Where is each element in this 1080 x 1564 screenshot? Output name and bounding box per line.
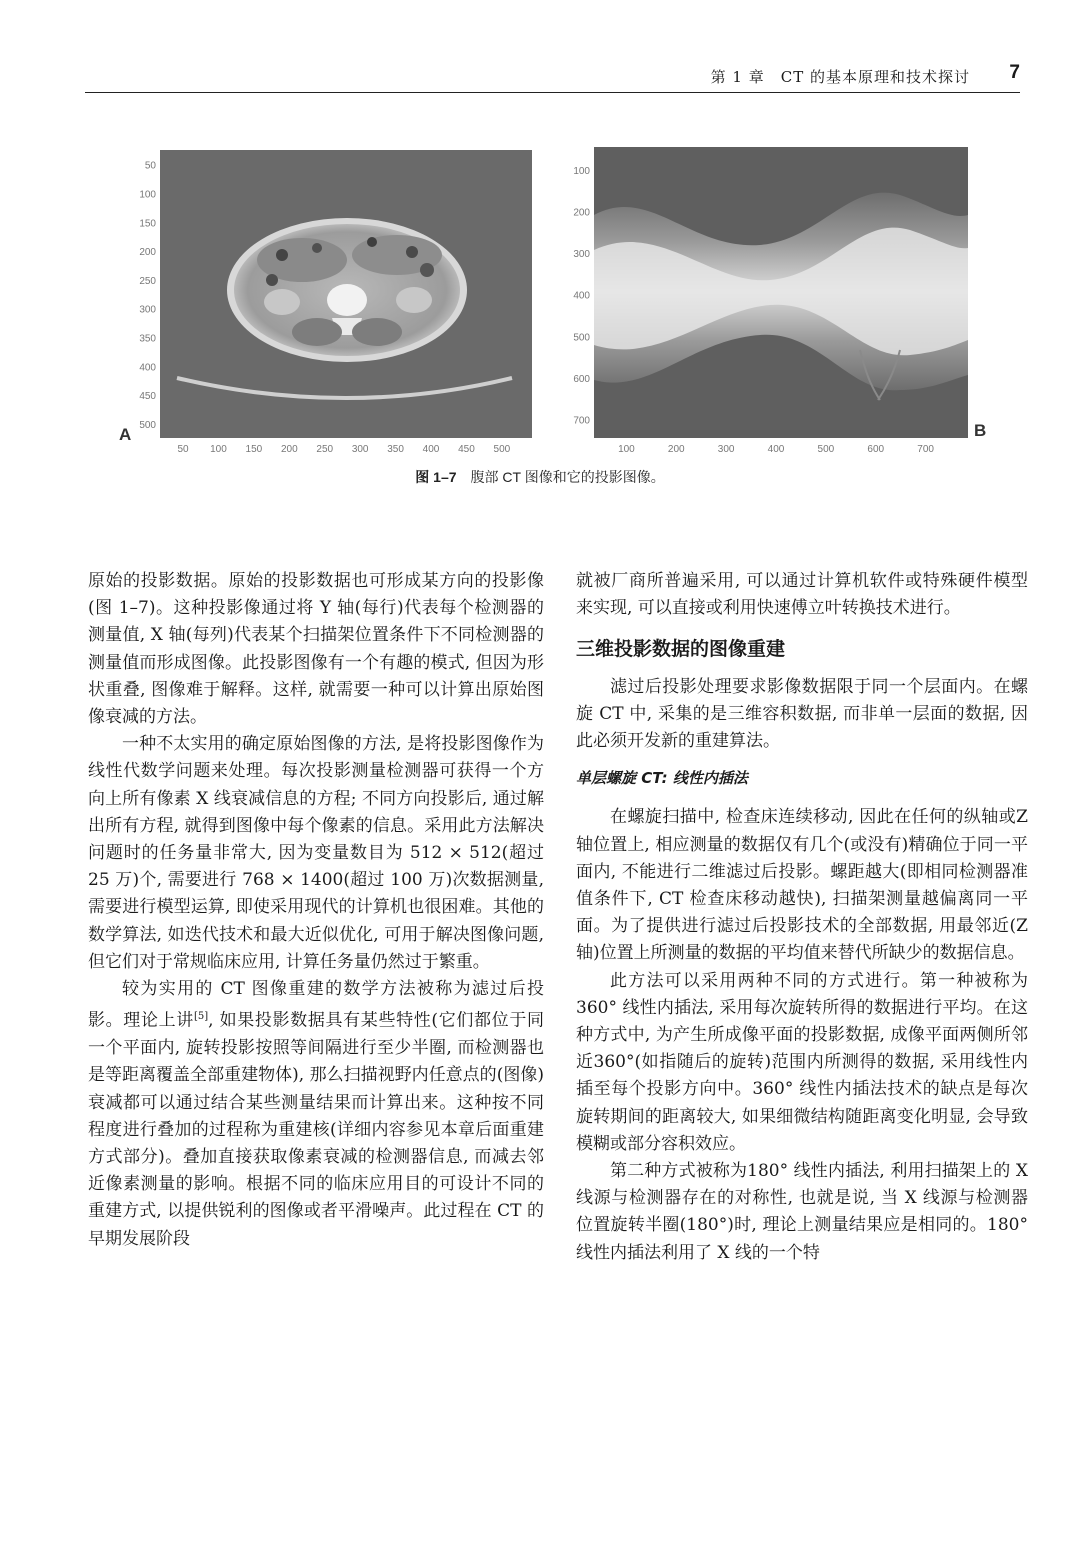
y-tick-label: 350 bbox=[139, 333, 156, 345]
paragraph: 此方法可以采用两种不同的方式进行。第一种被称为360° 线性内插法, 采用每次旋转所得的数据进行平均。在这种方式中, 为产生所成像平面的投影数据, 成像平面两侧所邻近360°(如指随后的旋转)范围内所测得的数据, 采用线性内插至每个投影方向中。360° 线性内插法技术的缺点是每次旋转期间的距离较大, 如果细微结构随距离变化明显, 会导致模糊或部分容积效应。 bbox=[576, 970, 1028, 1154]
paragraph: 滤过后投影处理要求影像数据限于同一个层面内。在螺旋 CT 中, 采集的是三维容积数据, 而非单一层面的数据, 因此必须开发新的重建算法。 bbox=[576, 676, 1028, 752]
caption-number: 图 1–7 bbox=[415, 469, 457, 485]
y-tick-label: 100 bbox=[139, 189, 156, 201]
running-title: 第 1 章 CT 的基本原理和技术探讨 bbox=[710, 68, 970, 86]
ct-image-plot bbox=[112, 140, 542, 462]
y-tick-label: 500 bbox=[139, 419, 156, 431]
paragraph: 原始的投影数据。原始的投影数据也可形成某方向的投影像(图 1–7)。这种投影像通过将 Y 轴(每行)代表每个检测器的测量值, X 轴(每列)代表某个扫描架位置条件下不同检测器的测量值而形成图像。此投影图像有一个有趣的模式, 但因为形状重叠, 图像难于解释。这样, 就需要一种可以计算出原始图像衰减的方法。 bbox=[88, 571, 544, 728]
y-tick-label: 50 bbox=[144, 160, 156, 172]
x-tick-label: 400 bbox=[422, 444, 440, 455]
y-tick-label: 150 bbox=[139, 218, 156, 230]
y-tick-label: 400 bbox=[139, 362, 156, 374]
paragraph bbox=[88, 976, 544, 1253]
paragraph: 一种不太实用的确定原始图像的方法, 是将投影图像作为线性代数学问题来处理。每次投影测量检测器可获得一个方向上所有像素 X 线衰减信息的方程; 不同方向投影后, 通过解出所有方程, 就得到图像中每个像素的信息。采用此方法解决问题时的任务量非常大, 因为变量数目为 512 × 512(超过 25 万)个, 需要进行 768 × 1400(超过 100 万)次数据测量, 需要进行模型运算, 即使采用现代的计算机也很困难。其他的数学算法, 如迭代技术和最大近似优化, 可用于解决图像问题, 但它们对于常规临床应用, 计算任务量仍然过于繁重。 bbox=[88, 734, 544, 972]
figure-panel-b bbox=[560, 140, 980, 462]
x-tick-label: 250 bbox=[316, 444, 334, 455]
x-tick-label: 450 bbox=[458, 444, 475, 455]
y-tick-label: 250 bbox=[139, 275, 156, 287]
section-heading: 三维投影数据的图像重建 bbox=[576, 638, 786, 661]
y-tick-label: 300 bbox=[573, 249, 590, 261]
figure-panel-a bbox=[112, 140, 542, 462]
x-tick-label: 200 bbox=[280, 444, 298, 455]
x-tick-label: 700 bbox=[917, 444, 934, 455]
x-tick-label: 300 bbox=[717, 444, 735, 455]
panel-a-label: A bbox=[119, 425, 132, 444]
page-number: 7 bbox=[1009, 62, 1020, 83]
x-tick-label: 300 bbox=[351, 444, 369, 455]
paragraph-text: 较为实用的 CT 图像重建的数学方法被称为滤过后投影。理论上讲 bbox=[88, 979, 544, 1031]
x-tick-label: 50 bbox=[177, 444, 189, 455]
x-tick-label: 350 bbox=[387, 444, 404, 455]
x-tick-label: 500 bbox=[817, 444, 835, 455]
paragraph-text: , 如果投影数据具有某些特性(它们都位于同一个平面内, 旋转投影按照等间隔进行至少半圈, 而检测器也是等距离覆盖全部重建物体), 那么扫描视野内任意点的(图像)衰减都可以通过结合某些测量结果而计算出来。这种按不同程度进行叠加的过程称为重建核(详细内容参见本章后面重建方式部分)。叠加直接获取像素衰减的检测器信息, 而减去邻近像素测量的影响。根据不同的临床应用目的可设计不同的重建方式, 以提供锐利的图像或者平滑噪声。此过程在 CT 的早期发展阶段 bbox=[88, 1010, 544, 1249]
paragraph: 就被厂商所普遍采用, 可以通过计算机软件或特殊硬件模型来实现, 可以直接或利用快速傅立叶转换技术进行。 bbox=[576, 571, 1028, 619]
paragraph: 在螺旋扫描中, 检查床连续移动, 因此在任何的纵轴或Z轴位置上, 相应测量的数据仅有几个(或没有)精确位于同一平面内, 不能进行二维滤过后投影。螺距越大(即相同检测器准值条件下, CT 检查床移动越快), 扫描架测量越偏离同一平面。为了提供进行滤过后投影技术的全部数据, 用最邻近(Z轴)位置上所测量的数据的平均值来替代所缺少的数据信息。 bbox=[576, 807, 1028, 964]
y-tick-label: 450 bbox=[139, 391, 156, 403]
citation-ref: [5] bbox=[193, 1011, 209, 1023]
caption-text: 腹部 CT 图像和它的投影图像。 bbox=[470, 469, 665, 485]
x-tick-label: 200 bbox=[667, 444, 685, 455]
x-tick-label: 600 bbox=[867, 444, 885, 455]
vertebra bbox=[327, 284, 367, 316]
y-tick-label: 400 bbox=[573, 290, 590, 302]
y-tick-label: 500 bbox=[573, 332, 590, 344]
y-tick-label: 200 bbox=[139, 247, 156, 259]
panel-b-label: B bbox=[974, 421, 987, 440]
projection-image-plot bbox=[560, 140, 980, 462]
right-column bbox=[576, 568, 1028, 1267]
x-tick-label: 500 bbox=[493, 444, 511, 455]
running-header bbox=[85, 58, 1020, 93]
figure-caption bbox=[0, 467, 1080, 487]
y-tick-label: 100 bbox=[573, 166, 590, 178]
x-tick-label: 150 bbox=[245, 444, 263, 455]
paragraph: 第二种方式被称为180° 线性内插法, 利用扫描架上的 X 线源与检测器存在的对称性, 也就是说, 当 X 线源与检测器位置旋转半圈(180°)时, 理论上测量结果应是相同的。180° 线性内插法利用了 X 线的一个特 bbox=[576, 1161, 1028, 1263]
y-tick-label: 200 bbox=[573, 207, 590, 219]
left-column bbox=[88, 568, 544, 1253]
x-tick-label: 400 bbox=[767, 444, 785, 455]
y-tick-label: 600 bbox=[573, 373, 590, 385]
x-tick-label: 100 bbox=[618, 444, 635, 455]
y-tick-label: 300 bbox=[139, 304, 156, 316]
x-tick-label: 100 bbox=[210, 444, 227, 455]
y-tick-label: 700 bbox=[573, 415, 590, 427]
subsection-heading: 单层螺旋 CT: 线性内插法 bbox=[576, 769, 748, 788]
